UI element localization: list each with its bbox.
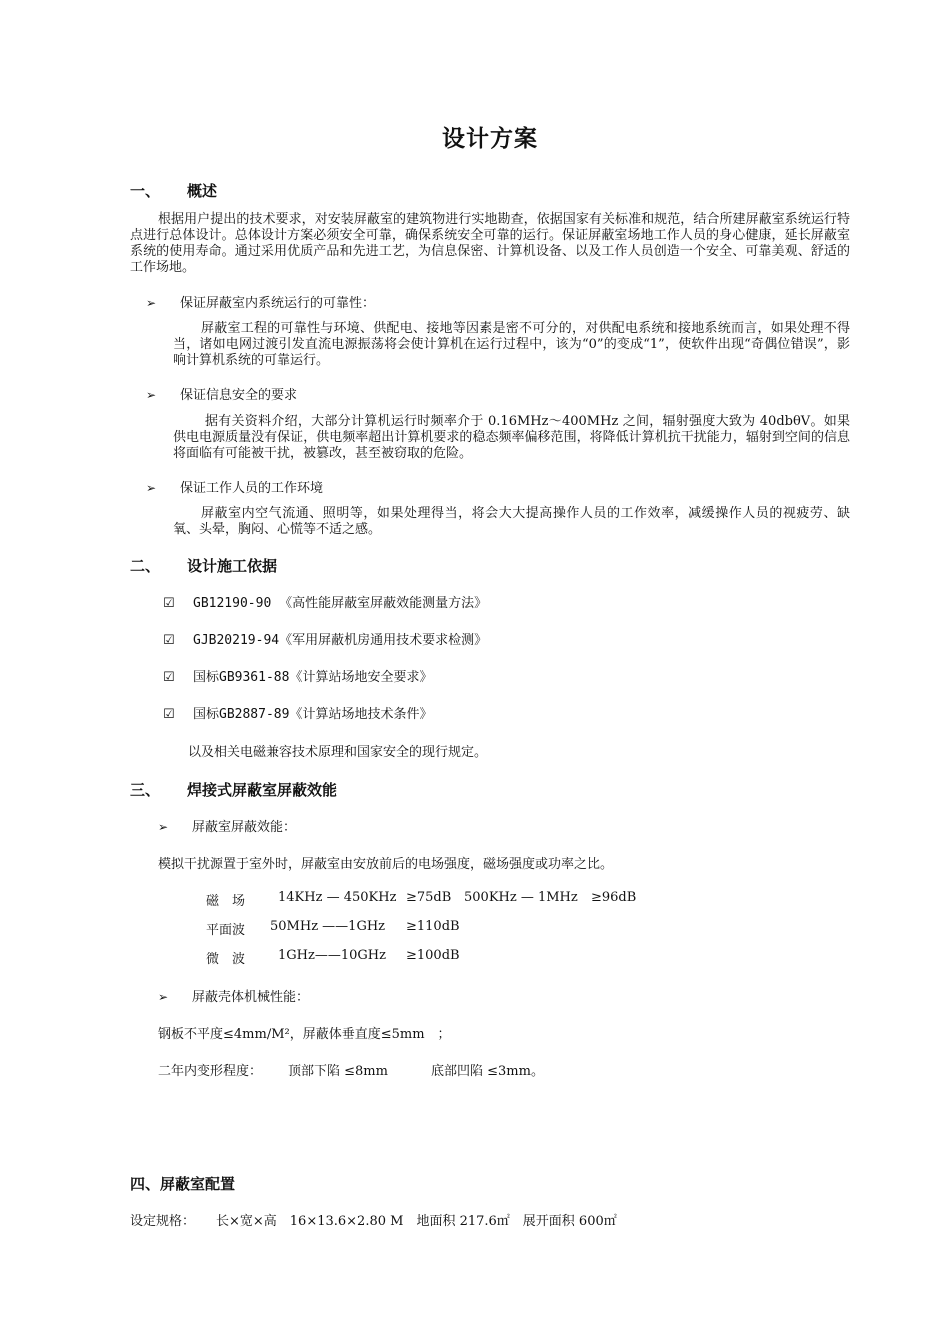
mechanical-flatness: 钢板不平度≤4mm/M²，屏蔽体垂直度≤5mm ； [158, 1027, 451, 1042]
section-number: 三、 [130, 781, 161, 799]
spec-value: ≥96dB [591, 890, 637, 905]
spec-row-magnetic [0, 890, 950, 910]
section-title: 设计施工依据 [187, 557, 278, 575]
standard-text: 国标GB2887-89《计算站场地技术条件》 [193, 707, 433, 722]
standard-text: 国标GB9361-88《计算站场地安全要求》 [193, 670, 433, 685]
checkbox-icon: ☑ [163, 707, 175, 722]
bullet-label: 屏蔽室屏蔽效能： [192, 820, 297, 835]
section-title: 焊接式屏蔽室屏蔽效能 [187, 781, 338, 799]
bullet-shielding-effectiveness [158, 816, 296, 835]
spec-value: ≥75dB [406, 890, 452, 905]
deformation-bottom: 底部凹陷 ≤3mm。 [431, 1064, 544, 1079]
standard-item [163, 592, 487, 611]
spec-range: 1GHz——10GHz [278, 948, 386, 963]
standard-text: GJB20219-94《军用屏蔽机房通用技术要求检测》 [193, 633, 488, 648]
bullet-info-security [146, 384, 297, 403]
bullet-label: 保证信息安全的要求 [180, 388, 298, 403]
section-3-heading [130, 779, 337, 800]
standard-item [163, 703, 432, 722]
spec-name: 平面波 [206, 923, 246, 938]
spec-range: 500KHz — 1MHz [464, 890, 578, 905]
config-spec-row [0, 1210, 950, 1230]
standard-item [163, 666, 432, 685]
bullet-mechanical [158, 986, 309, 1005]
bullet-label: 保证屏蔽室内系统运行的可靠性： [180, 296, 376, 311]
config-spec-label: 设定规格： [130, 1214, 196, 1229]
spec-name: 微 波 [206, 952, 246, 967]
reliability-paragraph: 屏蔽室工程的可靠性与环境、供配电、接地等因素是密不可分的，对供配电系统和接地系统而言，如果处理不得当，诸如电网过渡引发直流电源振荡将会使计算机在运行过程中，该为“0”的变成“1”，使软件出现“奇偶位错误”，影响计算机系统的可靠运行。 [173, 321, 850, 368]
section-number: 二、 [130, 557, 161, 575]
section-2-heading [130, 555, 277, 576]
spec-row-microwave [0, 948, 950, 968]
standard-text: GB12190-90 《高性能屏蔽室屏蔽效能测量方法》 [193, 596, 488, 611]
bullet-reliability [146, 292, 375, 311]
section-4-heading: 四、屏蔽室配置 [130, 1175, 236, 1193]
spec-value: ≥100dB [406, 948, 460, 963]
section-title: 概述 [187, 182, 218, 200]
checkbox-icon: ☑ [163, 596, 175, 611]
arrow-bullet-icon: ➢ [146, 296, 157, 310]
bullet-work-environment [146, 477, 323, 496]
section-number: 一、 [130, 182, 161, 200]
config-spec-value: 长×宽×高 16×13.6×2.80 M 地面积 217.6㎡ 展开面积 600㎡ [216, 1214, 617, 1229]
deformation-row [0, 1060, 950, 1080]
checkbox-icon: ☑ [163, 633, 175, 648]
bullet-label: 屏蔽壳体机械性能： [192, 990, 310, 1005]
deformation-top: 顶部下陷 ≤8mm [288, 1064, 388, 1079]
standards-note: 以及相关电磁兼容技术原理和国家安全的现行规定。 [188, 745, 488, 760]
standard-item [163, 629, 487, 648]
spec-row-plane-wave [0, 919, 950, 939]
spec-name: 磁 场 [206, 894, 246, 909]
overview-paragraph: 根据用户提出的技术要求，对安装屏蔽室的建筑物进行实地勘查，依据国家有关标准和规范，结合所建屏蔽室系统运行特点进行总体设计。总体设计方案必须安全可靠，确保系统安全可靠的运行。保证屏蔽室场地工作人员的身心健康，延长屏蔽室系统的使用寿命。通过采用优质产品和先进工艺，为信息保密、计算机设备、以及工作人员创造一个安全、可靠美观、舒适的工作场地。 [130, 212, 850, 275]
spec-range: 14KHz — 450KHz [278, 890, 397, 905]
arrow-bullet-icon: ➢ [146, 481, 157, 495]
info-security-paragraph: 据有关资料介绍，大部分计算机运行时频率介于 0.16MHz～400MHz 之间，辐射强度大致为 40dbθV。如果供电电源质量没有保证，供电频率超出计算机要求的稳态频率偏移范围，将降低计算机抗干扰能力，辐射到空间的信息将面临有可能被干扰，被篡改，甚至被窃取的危险。 [173, 414, 850, 461]
arrow-bullet-icon: ➢ [158, 990, 169, 1004]
arrow-bullet-icon: ➢ [146, 388, 157, 402]
arrow-bullet-icon: ➢ [158, 820, 169, 834]
bullet-label: 保证工作人员的工作环境 [180, 481, 324, 496]
spec-value: ≥110dB [406, 919, 460, 934]
shielding-description: 模拟干扰源置于室外时，屏蔽室由安放前后的电场强度，磁场强度或功率之比。 [158, 857, 614, 872]
document-title: 设计方案 [442, 126, 538, 152]
section-1-heading [130, 180, 217, 201]
spec-range: 50MHz ——1GHz [270, 919, 386, 934]
deformation-label: 二年内变形程度： [158, 1064, 263, 1079]
checkbox-icon: ☑ [163, 670, 175, 685]
work-environment-paragraph: 屏蔽室内空气流通、照明等，如果处理得当，将会大大提高操作人员的工作效率，减缓操作人员的视疲劳、缺氧、头晕，胸闷、心慌等不适之感。 [173, 506, 850, 537]
